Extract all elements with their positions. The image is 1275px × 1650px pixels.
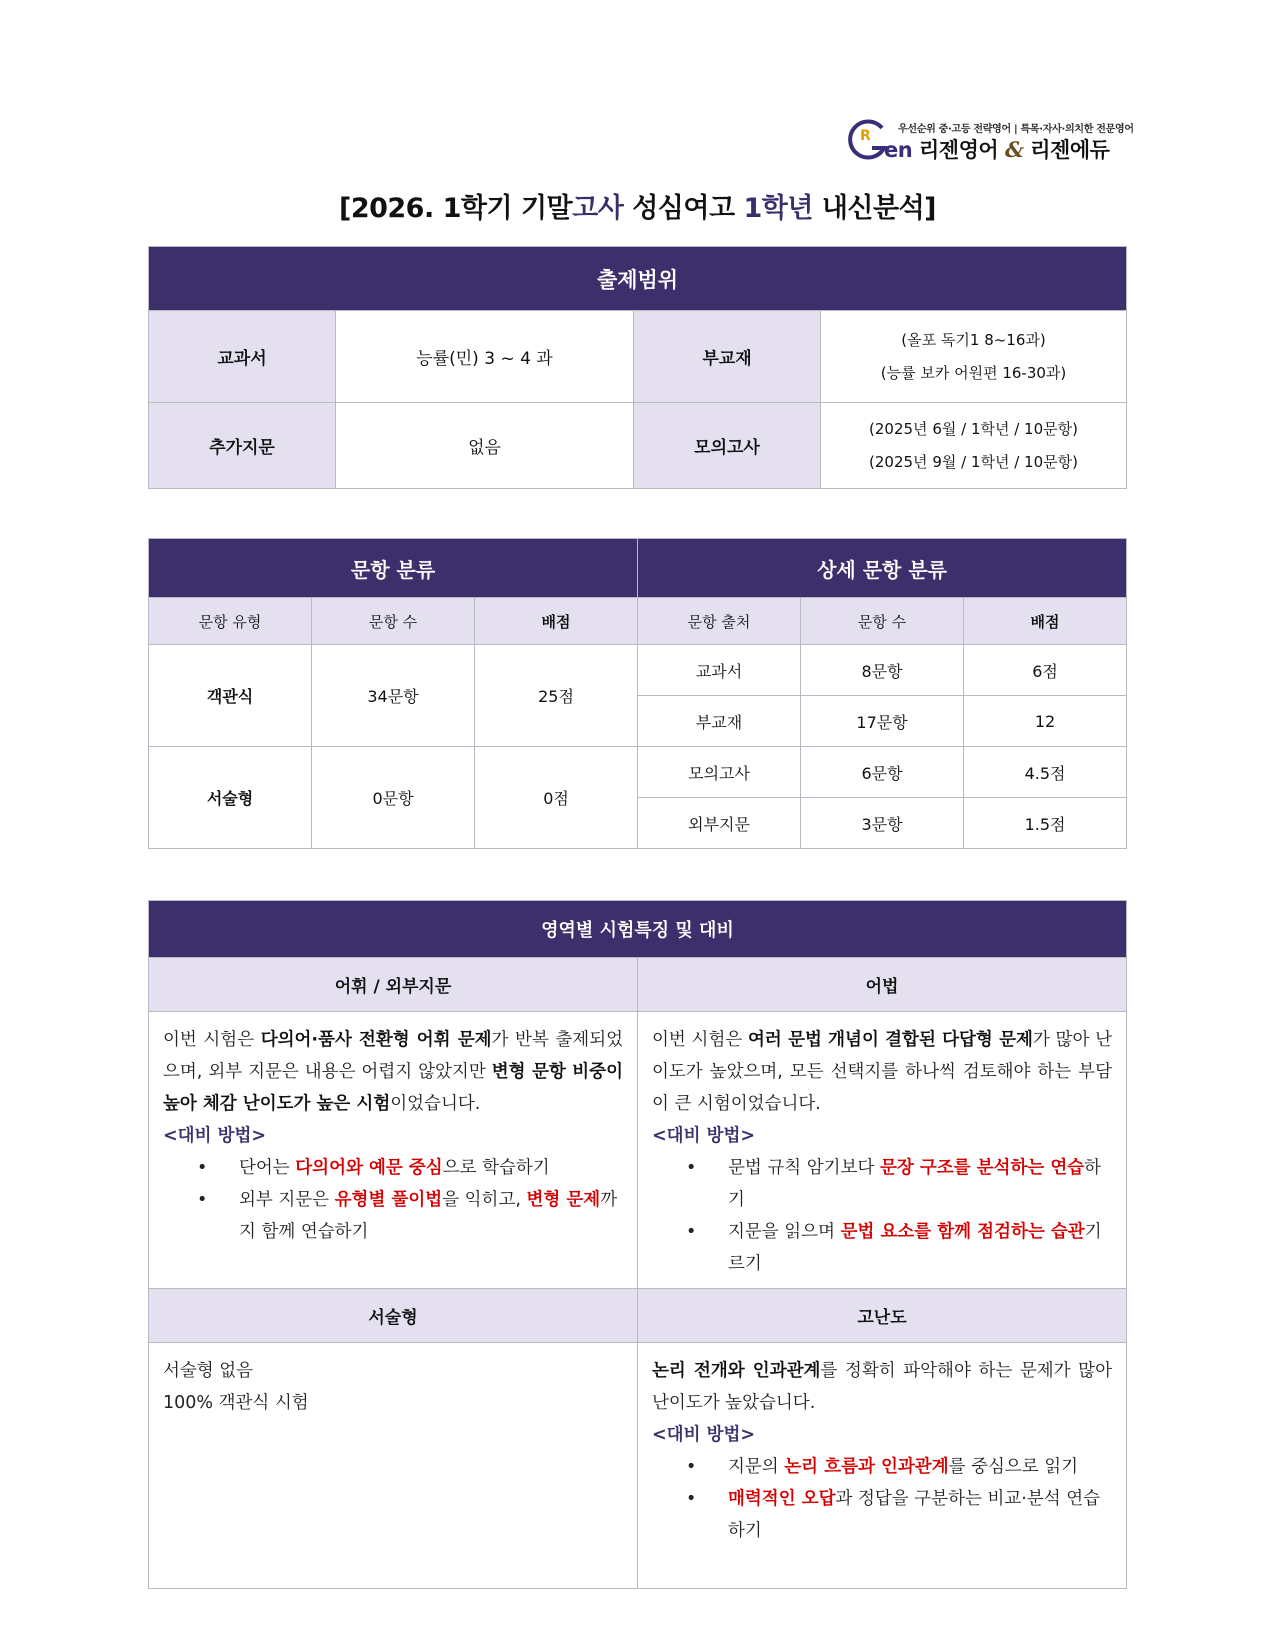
source-cell: 교과서	[638, 645, 801, 696]
vocab-body	[149, 1012, 638, 1289]
essay-line: 서술형 없음	[163, 1361, 254, 1381]
col-count: 문항 수	[312, 598, 475, 645]
col-source-score: 배점	[964, 598, 1127, 645]
source-count-cell: 6문항	[801, 747, 964, 798]
textbook-label: 교과서	[149, 311, 336, 403]
classification-header: 문항 분류	[149, 539, 638, 598]
grammar-summary: 이번 시험은 여러 문법 개념이 결합된 다답형 문제가 많아 난이도가 높았으며, 모든 선택지를 하나씩 검토해야 하는 부담이 큰 시험이었습니다.	[652, 1030, 1112, 1114]
col-source: 문항 출처	[638, 598, 801, 645]
hard-body	[638, 1343, 1127, 1589]
logo-wordmark	[884, 134, 1109, 164]
source-cell: 외부지문	[638, 798, 801, 849]
source-score-cell: 12	[964, 696, 1127, 747]
features-header: 영역별 시험특징 및 대비	[149, 901, 1127, 958]
scope-header: 출제범위	[149, 247, 1127, 311]
source-score-cell: 4.5점	[964, 747, 1127, 798]
grammar-plan-list	[652, 1152, 1112, 1280]
logo-name-edu: 리젠에듀	[1030, 138, 1110, 162]
logo-en: en	[884, 138, 913, 162]
source-count-cell: 8문항	[801, 645, 964, 696]
list-item: • 문법 규칙 암기보다 문장 구조를 분석하는 연습하기	[686, 1158, 1102, 1210]
logo-ampersand: &	[1004, 137, 1024, 162]
essay-header: 서술형	[149, 1289, 638, 1343]
list-item: • 지문의 논리 흐름과 인과관계를 중심으로 읽기	[686, 1457, 1079, 1477]
features-table	[148, 900, 1127, 1589]
vocab-header: 어휘 / 외부지문	[149, 958, 638, 1012]
detail-classification-header: 상세 문항 분류	[638, 539, 1127, 598]
hard-header: 고난도	[638, 1289, 1127, 1343]
col-type: 문항 유형	[149, 598, 312, 645]
subtext-value: (올포 독기1 8~16과) (능률 보카 어원편 16-30과)	[821, 311, 1127, 403]
source-cell: 모의고사	[638, 747, 801, 798]
mock-label: 모의고사	[634, 403, 821, 489]
type-cell: 객관식	[149, 645, 312, 747]
plan-label: <대비 방법>	[652, 1126, 756, 1146]
vocab-summary: 이번 시험은 다의어·품사 전환형 어휘 문제가 반복 출제되었으며, 외부 지문은 내용은 어렵지 않았지만 변형 문항 비중이 높아 체감 난이도가 높은 시험이었습니다.	[163, 1030, 623, 1114]
logo-tagline: 우선순위 중·고등 전략영어 | 특목·자사·의치한 전문영어	[898, 124, 1134, 135]
brand-logo	[848, 116, 1134, 166]
type-cell: 서술형	[149, 747, 312, 849]
type-score-cell: 25점	[475, 645, 638, 747]
essay-body	[149, 1343, 638, 1589]
subtext-label: 부교재	[634, 311, 821, 403]
extra-value: 없음	[336, 403, 634, 489]
source-count-cell: 17문항	[801, 696, 964, 747]
col-source-count: 문항 수	[801, 598, 964, 645]
hard-summary: 논리 전개와 인과관계를 정확히 파악해야 하는 문제가 많아 난이도가 높았습니다.	[652, 1361, 1112, 1413]
grammar-header: 어법	[638, 958, 1127, 1012]
type-count-cell: 34문항	[312, 645, 475, 747]
mock-value: (2025년 6월 / 1학년 / 10문항) (2025년 9월 / 1학년 / 10문항)	[821, 403, 1127, 489]
source-score-cell: 1.5점	[964, 798, 1127, 849]
list-item: • 지문을 읽으며 문법 요소를 함께 점검하는 습관기르기	[686, 1222, 1102, 1274]
grammar-body	[638, 1012, 1127, 1289]
logo-g-icon	[848, 118, 888, 164]
list-item: • 외부 지문은 유형별 풀이법을 익히고, 변형 문제까지 함께 연습하기	[197, 1190, 618, 1242]
hard-plan-list	[652, 1451, 1112, 1547]
essay-line: 100% 객관식 시험	[163, 1393, 309, 1413]
source-score-cell: 6점	[964, 645, 1127, 696]
textbook-value: 능률(민) 3 ~ 4 과	[336, 311, 634, 403]
page-title: [2026. 1학기 기말고사 성심여고 1학년 내신분석]	[338, 193, 936, 224]
col-score: 배점	[475, 598, 638, 645]
vocab-plan-list	[163, 1152, 623, 1248]
plan-label: <대비 방법>	[652, 1425, 756, 1445]
list-item: • 매력적인 오답과 정답을 구분하는 비교·분석 연습하기	[686, 1489, 1101, 1541]
extra-label: 추가지문	[149, 403, 336, 489]
scope-table	[148, 246, 1127, 489]
type-score-cell: 0점	[475, 747, 638, 849]
classification-table	[148, 538, 1127, 849]
type-count-cell: 0문항	[312, 747, 475, 849]
source-count-cell: 3문항	[801, 798, 964, 849]
list-item: • 단어는 다의어와 예문 중심으로 학습하기	[197, 1158, 550, 1178]
source-cell: 부교재	[638, 696, 801, 747]
logo-name-english: 리젠영어	[919, 138, 999, 162]
svg-text:R: R	[860, 128, 871, 144]
plan-label: <대비 방법>	[163, 1126, 267, 1146]
